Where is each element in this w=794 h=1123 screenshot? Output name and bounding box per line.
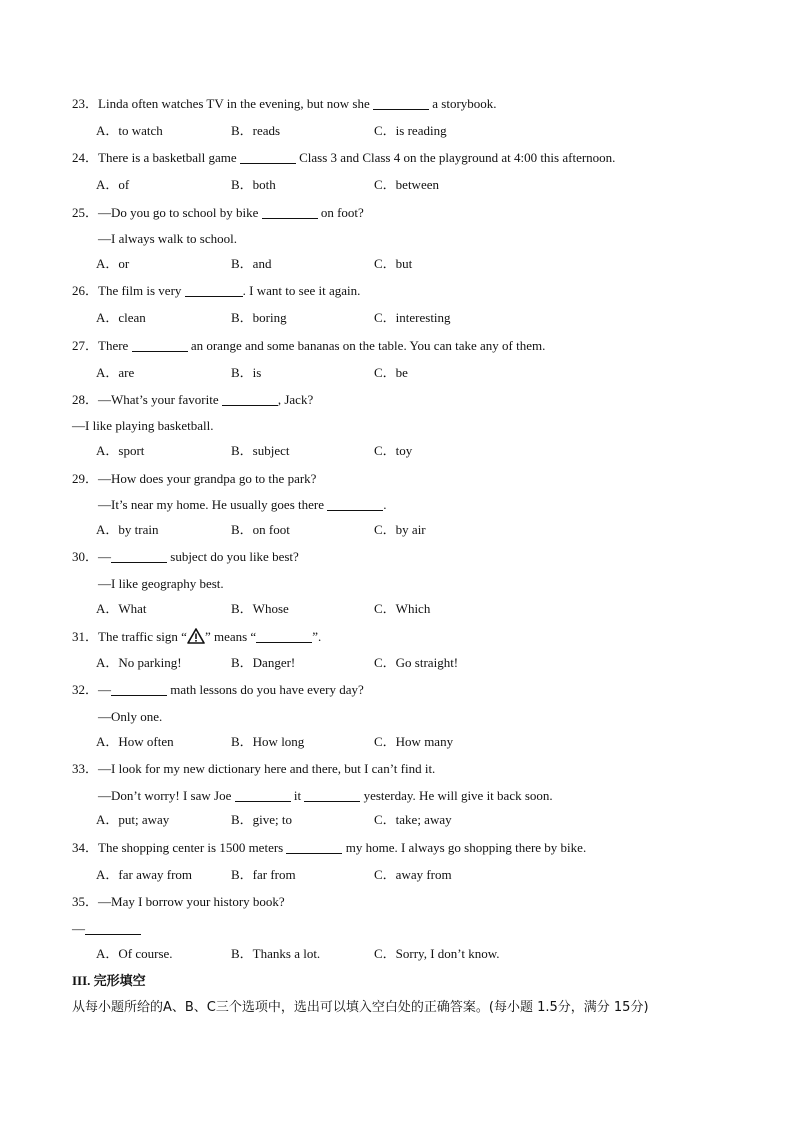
answer-blank[interactable] (327, 498, 383, 511)
option-b[interactable]: B．boring (231, 310, 287, 325)
answer-blank[interactable] (111, 683, 167, 696)
section-instruction: 从每小题所给的A、B、C三个选项中，选出可以填入空白处的正确答案。(每小题 1.5分，满分 15分) (72, 1000, 649, 1015)
option-c[interactable]: C．Which (374, 601, 431, 616)
option-a[interactable]: A．How often (96, 734, 174, 749)
option-a[interactable]: A．are (96, 365, 135, 380)
question-35-reply: — (72, 921, 141, 937)
option-c[interactable]: C．How many (374, 734, 454, 749)
question-35: 35．—May I borrow your history book? (72, 894, 285, 909)
answer-blank[interactable] (222, 393, 278, 406)
option-c[interactable]: C．Sorry, I don’t know. (374, 946, 500, 961)
options-24 (96, 177, 696, 193)
options-31 (96, 655, 696, 671)
answer-blank[interactable] (132, 339, 188, 352)
question-34: 34．The shopping center is 1500 meters my home. I always go shopping there by bike. (72, 840, 587, 855)
question-24: 24．There is a basketball game Class 3 and Class 4 on the playground at 4:00 this afternoon. (72, 150, 616, 165)
answer-blank-2[interactable] (304, 789, 360, 802)
option-c[interactable]: C．be (374, 365, 408, 380)
option-b[interactable]: B．subject (231, 443, 290, 458)
options-30 (96, 601, 696, 617)
option-b[interactable]: B．on foot (231, 522, 290, 537)
option-a[interactable]: A．sport (96, 443, 145, 458)
option-c[interactable]: C．away from (374, 867, 452, 882)
question-33-reply: —Don’t worry! I saw Joe it yesterday. He will give it back soon. (98, 788, 553, 803)
answer-blank[interactable] (111, 550, 167, 563)
answer-blank[interactable] (185, 284, 243, 297)
options-28 (96, 443, 696, 459)
answer-blank[interactable] (262, 206, 318, 219)
option-b[interactable]: B．both (231, 177, 276, 192)
option-b[interactable]: B．and (231, 256, 272, 271)
question-33: 33．—I look for my new dictionary here and there, but I can’t find it. (72, 761, 436, 776)
option-a[interactable]: A．clean (96, 310, 146, 325)
option-a[interactable]: A．of (96, 177, 130, 192)
question-30: 30．— subject do you like best? (72, 549, 299, 564)
option-c[interactable]: C．toy (374, 443, 413, 458)
question-28: 28．—What’s your favorite , Jack? (72, 392, 314, 407)
option-c[interactable]: C．between (374, 177, 439, 192)
options-32 (96, 734, 696, 750)
warning-triangle-icon (187, 628, 205, 644)
option-a[interactable]: A．put; away (96, 812, 170, 827)
question-29-reply: —It’s near my home. He usually goes there . (98, 497, 387, 512)
options-26 (96, 310, 696, 326)
option-c[interactable]: C．Go straight! (374, 655, 459, 670)
question-25: 25．—Do you go to school by bike on foot? (72, 205, 364, 220)
option-c[interactable]: C．but (374, 256, 413, 271)
answer-blank-1[interactable] (235, 789, 291, 802)
question-25-reply: —I always walk to school. (98, 231, 238, 246)
options-23 (96, 123, 696, 139)
answer-blank[interactable] (373, 97, 429, 110)
option-b[interactable]: B．Whose (231, 601, 289, 616)
option-b[interactable]: B．reads (231, 123, 281, 138)
option-b[interactable]: B．far from (231, 867, 296, 882)
question-28-reply: —I like playing basketball. (72, 418, 214, 433)
answer-blank[interactable] (286, 841, 342, 854)
option-c[interactable]: C．take; away (374, 812, 452, 827)
question-32-reply: —Only one. (98, 709, 163, 724)
question-32: 32．— math lessons do you have every day? (72, 682, 364, 697)
question-30-reply: —I like geography best. (98, 576, 224, 591)
option-a[interactable]: A．What (96, 601, 147, 616)
options-25 (96, 256, 696, 272)
option-c[interactable]: C．by air (374, 522, 426, 537)
option-b[interactable]: B．is (231, 365, 262, 380)
answer-blank[interactable] (256, 630, 312, 643)
option-a[interactable]: A．far away from (96, 867, 193, 882)
option-a[interactable]: A．to watch (96, 123, 163, 138)
option-a[interactable]: A．or (96, 256, 130, 271)
options-34 (96, 867, 696, 883)
question-23: 23．Linda often watches TV in the evening, but now she a storybook. (72, 96, 497, 111)
option-a[interactable]: A．by train (96, 522, 159, 537)
section-heading: III. 完形填空 (72, 973, 146, 988)
options-29 (96, 522, 696, 538)
options-33 (96, 812, 696, 828)
options-27 (96, 365, 696, 381)
options-35 (96, 946, 696, 962)
question-29: 29．—How does your grandpa go to the park? (72, 471, 317, 486)
option-b[interactable]: B．Thanks a lot. (231, 946, 321, 961)
option-b[interactable]: B．How long (231, 734, 305, 749)
answer-blank[interactable] (85, 922, 141, 935)
option-b[interactable]: B．Danger! (231, 655, 296, 670)
question-31: 31．The traffic sign “ ” means “ ”. (72, 629, 322, 644)
option-b[interactable]: B．give; to (231, 812, 293, 827)
answer-blank[interactable] (240, 151, 296, 164)
option-a[interactable]: A．Of course. (96, 946, 173, 961)
question-26: 26．The film is very . I want to see it again. (72, 283, 361, 298)
option-c[interactable]: C．is reading (374, 123, 447, 138)
option-c[interactable]: C．interesting (374, 310, 451, 325)
option-a[interactable]: A．No parking! (96, 655, 182, 670)
question-27: 27．There an orange and some bananas on the table. You can take any of them. (72, 338, 546, 353)
